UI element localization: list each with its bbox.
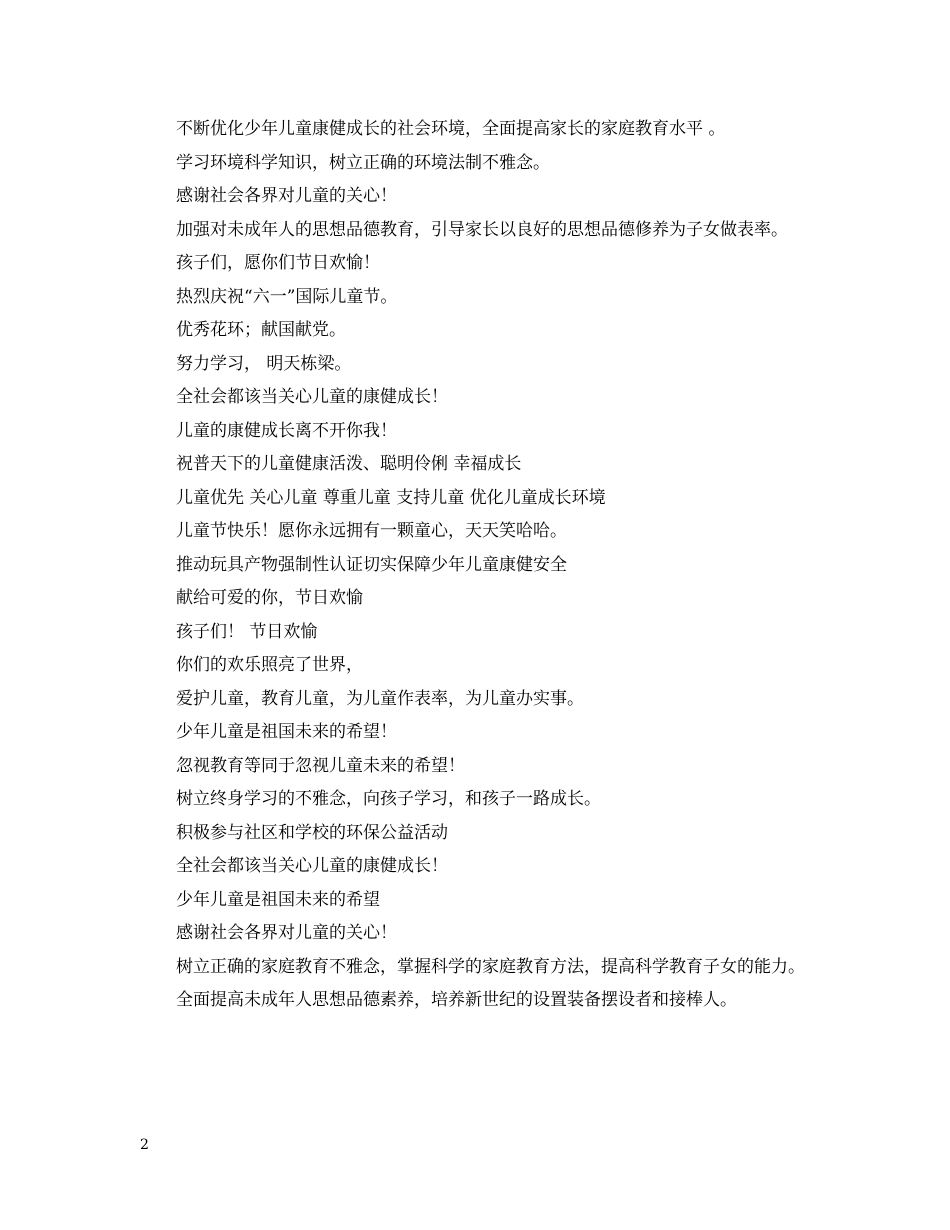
paragraph: 树立终身学习的不雅念，向孩子学习，和孩子一路成长。 [176,789,601,809]
paragraph: 全社会都该当关心儿童的康健成长！ [176,856,448,876]
paragraph: 推动玩具产物强制性认证切实保障少年儿童康健安全 [176,554,567,575]
paragraph: 全面提高未成年人思想品德素养，培养新世纪的设置装备摆设者和接棒人。 [176,990,737,1010]
paragraph: 祝普天下的儿童健康活泼、聪明伶俐 幸福成长 [176,454,522,474]
paragraph: 献给可爱的你，节日欢愉 [176,588,363,608]
paragraph: 儿童的康健成长离不开你我！ [176,420,397,441]
paragraph: 加强对未成年人的思想品德教育，引导家长以良好的思想品德修养为子女做表率。 [176,219,788,240]
paragraph: 积极参与社区和学校的环保公益活动 [176,822,448,843]
document-body [140,113,820,1018]
paragraph: 少年儿童是祖国未来的希望！ [176,722,397,742]
paragraph: 孩子们！ 节日欢愉 [176,621,318,642]
paragraph: 学习环境科学知识，树立正确的环境法制不雅念。 [176,152,550,173]
paragraph: 孩子们，愿你们节日欢愉！ [176,253,380,273]
page-number: 2 [140,1137,149,1153]
paragraph: 不断优化少年儿童康健成长的社会环境，全面提高家长的家庭教育水平 。 [176,119,726,139]
paragraph: 少年儿童是祖国未来的希望 [176,889,380,910]
paragraph: 爱护儿童，教育儿童，为儿童作表率，为儿童办实事。 [176,688,584,709]
paragraph: 热烈庆祝“六一”国际儿童节。 [176,286,398,307]
paragraph: 忽视教育等同于忽视儿童未来的希望！ [176,755,465,776]
paragraph: 树立正确的家庭教育不雅念，掌握科学的家庭教育方法，提高科学教育子女的能力。 [176,956,805,977]
paragraph: 儿童优先 关心儿童 尊重儿童 支持儿童 优化儿童成长环境 [176,487,606,508]
paragraph: 感谢社会各界对儿童的关心！ [176,186,397,206]
paragraph: 优秀花环；献国献党。 [176,320,346,340]
paragraph: 努力学习， 明天栋梁。 [176,353,352,374]
paragraph: 全社会都该当关心儿童的康健成长！ [176,387,448,407]
paragraph: 儿童节快乐！愿你永远拥有一颗童心，天天笑哈哈。 [176,521,567,541]
paragraph: 你们的欢乐照亮了世界， [176,655,363,675]
paragraph: 感谢社会各界对儿童的关心！ [176,923,397,943]
